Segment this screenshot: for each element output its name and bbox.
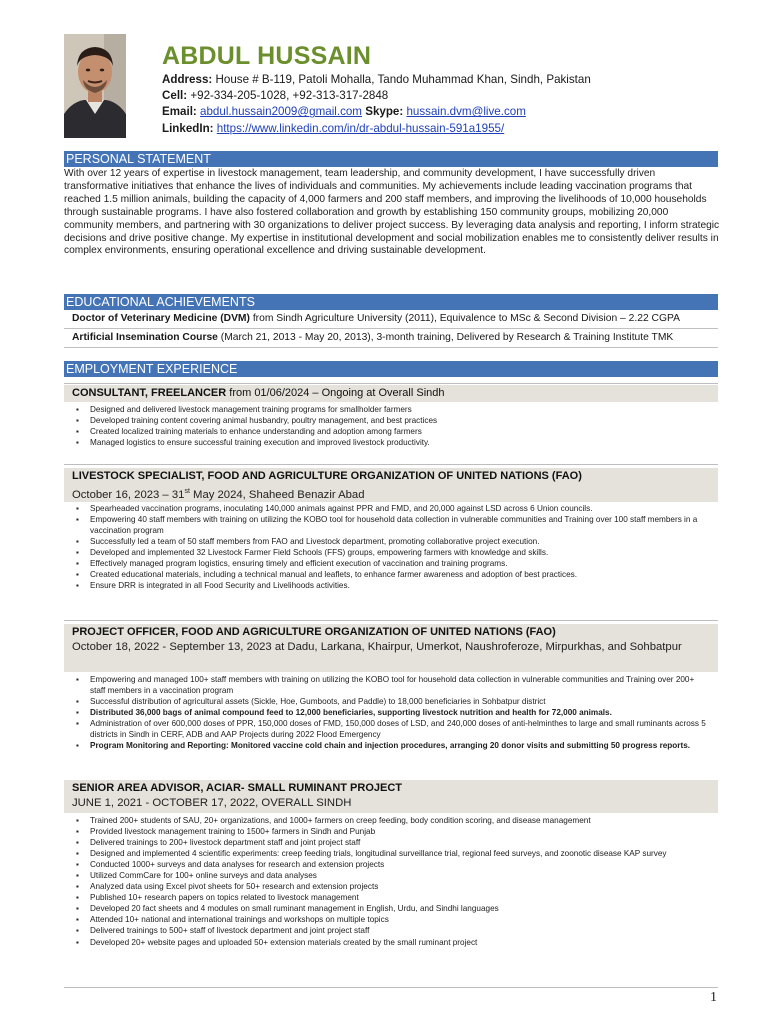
job-bullet: ▪ Developed 20 fact sheets and 4 modules on small ruminant management in English, Urdu, and Sindhi languages	[74, 903, 706, 914]
job-header	[64, 468, 718, 502]
job-role: CONSULTANT, FREELANCER	[72, 387, 227, 399]
cell-value: +92-334-205-1028, +92-313-317-2848	[190, 89, 389, 103]
email-line	[162, 104, 591, 120]
profile-photo-image	[64, 34, 126, 138]
job-dates: from 01/06/2024 – Ongoing at Overall Sindh	[226, 387, 445, 399]
job-bullet: ▪ Successfully led a team of 50 staff members from FAO and Livestock department, promoting collaborative project execution.	[74, 536, 706, 547]
linkedin-link[interactable]: https://www.linkedin.com/in/dr-abdul-hussain-591a1955/	[216, 121, 505, 135]
job-bullet: ▪ Empowering and managed 100+ staff members with training on utilizing the KOBO tool for household data collection in vulnerable communities and Training over 200+ staff members in a vaccination program	[74, 674, 706, 696]
job-dates-sup: st	[184, 488, 190, 495]
job-dates	[72, 484, 718, 503]
education-degree: Doctor of Veterinary Medicine (DVM)	[72, 313, 250, 324]
page-number: 1	[710, 990, 717, 1005]
job-header	[64, 385, 718, 402]
job-dates: JUNE 1, 2021 - OCTOBER 17, 2022, OVERALL SINDH	[72, 797, 352, 809]
job-bullets	[74, 674, 706, 751]
education-row	[64, 312, 718, 329]
linkedin-label: LinkedIn:	[162, 121, 214, 135]
skype-label: Skype:	[365, 105, 404, 119]
education-details: (March 21, 2013 - May 20, 2013), 3-month training, Delivered by Research & Training Institute TMK	[217, 332, 674, 343]
job-bullet: ▪ Created educational materials, including a technical manual and leaflets, to enhance farmer awareness and adoption of best practices.	[74, 569, 706, 580]
email-label: Email:	[162, 105, 197, 119]
linkedin-line	[162, 121, 591, 137]
job-bullet: ▪ Utilized CommCare for 100+ online surveys and data analyses	[74, 870, 706, 881]
personal-statement-text: With over 12 years of expertise in livestock management, team leadership, and community development, I have successfully driven transformative initiatives that enhance the lives of individuals and communities. My achievements include leading vaccination programs that reached 1.5 million animals, building the capacity of 4,000 farmers and 200 staff members, and improving the livelihoods of 10,000 households through sustainable programs. I have also fostered collaboration and growth by establishing 150 community groups, mobilizing 20,000 community members, and partnering with 30 organizations to deliver project success. By leveraging data analysis and reporting, I inform strategic decisions and drive positive change. My expertise in institutional development and social mobilization enables me to consistently deliver results in complex environments, ensuring operational excellence and driving sustainable development.	[64, 168, 720, 257]
job-bullets	[74, 503, 706, 591]
job-bullet: ▪ Administration of over 600,000 doses of PPR, 150,000 doses of FMD, 150,000 doses of LSD, and 240,000 doses of anti-helminthes to large and small ruminants across 5 districts in Sindh in CERF, ADB and AAP Projects during 2022 Flood Emergency	[74, 718, 706, 740]
job-bullets	[74, 404, 706, 448]
job-bullet: ▪ Conducted 1000+ surveys and data analyses for research and extension projects	[74, 859, 706, 870]
job-bullet: ▪ Effectively managed program logistics, ensuring timely and efficient execution of vaccination and training programs.	[74, 558, 706, 569]
job-title: LIVESTOCK SPECIALIST, FOOD AND AGRICULTURE ORGANIZATION OF UNITED NATIONS (FAO)	[72, 470, 582, 482]
divider	[64, 620, 718, 621]
email-link[interactable]: abdul.hussain2009@gmail.com	[200, 105, 362, 119]
job-header	[64, 780, 718, 813]
personal-statement-heading: PERSONAL STATEMENT	[64, 151, 718, 167]
job-bullet: ▪ Designed and delivered livestock management training programs for smallholder farmers	[74, 404, 706, 415]
job-bullet: ▪ Successful distribution of agricultural assets (Sickle, Hoe, Gumboots, and Paddle) to 18,000 beneficiaries in Sohbatpur district	[74, 696, 706, 707]
profile-photo	[64, 34, 126, 138]
candidate-name: ABDUL HUSSAIN	[162, 42, 372, 70]
job-bullet: ▪ Attended 10+ national and international trainings and workshops on multiple topics	[74, 914, 706, 925]
divider	[64, 383, 718, 384]
job-bullet: ▪ Delivered trainings to 500+ staff of livestock department and joint project staff	[74, 925, 706, 936]
job-bullet: ▪ Developed and implemented 32 Livestock Farmer Field Schools (FFS) groups, empowering farmers with knowledge and skills.	[74, 547, 706, 558]
job-bullet: ▪ Empowering 40 staff members with training on utilizing the KOBO tool for household data collection in vulnerable communities and Training over 100 staff members in a vaccination program	[74, 514, 706, 536]
education-degree: Artificial Insemination Course	[72, 332, 218, 343]
education-details: from Sindh Agriculture University (2011), Equivalence to MSc & Second Division – 2.22 CGPA	[249, 313, 680, 324]
job-dates: October 18, 2022 - September 13, 2023 at Dadu, Larkana, Khairpur, Umerkot, Naushroferoze, Mirpurkhas, and Sohbatpur	[72, 641, 682, 653]
job-bullet: ▪ Developed training content covering animal husbandry, poultry management, and best practices	[74, 415, 706, 426]
address-value: House # B-119, Patoli Mohalla, Tando Muhammad Khan, Sindh, Pakistan	[215, 73, 591, 86]
job-bullet: ▪ Spearheaded vaccination programs, inoculating 140,000 animals against PPR and FMD, and 20,000 against LSD across 6 Union councils.	[74, 503, 706, 514]
address-label: Address:	[162, 73, 213, 86]
job-bullet: ▪ Created localized training materials to enhance understanding and adoption among farmers	[74, 426, 706, 437]
job-title: SENIOR AREA ADVISOR, ACIAR- SMALL RUMINANT PROJECT	[72, 782, 403, 794]
contact-block	[162, 42, 591, 137]
job-dates-end: May 2024, Shaheed Benazir Abad	[189, 488, 365, 501]
job-bullet: ▪ Developed 20+ website pages and uploaded 50+ extension materials created by the small ruminant project	[74, 937, 706, 948]
job-dates-start: October 16, 2023 – 31	[72, 488, 185, 501]
divider	[64, 987, 718, 988]
job-bullet: ▪ Ensure DRR is integrated in all Food Security and Livelihoods activities.	[74, 580, 706, 591]
job-title	[72, 385, 718, 401]
cell-line	[162, 88, 591, 104]
job-bullets	[74, 815, 706, 948]
job-bullet: ▪ Designed and implemented 4 scientific experiments: creep feeding trials, longitudinal surveillance trial, regional feed surveys, and zoonotic disease KAP survey	[74, 848, 706, 859]
employment-heading: EMPLOYMENT EXPERIENCE	[64, 361, 718, 377]
job-bullet: ▪ Managed logistics to ensure successful training execution and improved livestock productivity.	[74, 437, 706, 448]
job-bullet: ▪ Distributed 36,000 bags of animal compound feed to 12,000 beneficiaries, supporting livestock nutrition and health for 72,000 animals.	[74, 707, 706, 718]
job-bullet: ▪ Provided livestock management training to 1500+ farmers in Sindh and Punjab	[74, 826, 706, 837]
cell-label: Cell:	[162, 89, 188, 103]
job-bullet: ▪ Trained 200+ students of SAU, 20+ organizations, and 1000+ farmers on creep feeding, body condition scoring, and disease management	[74, 815, 706, 826]
resume-header	[64, 34, 714, 140]
education-row	[64, 331, 718, 348]
job-header	[64, 624, 718, 672]
job-title: PROJECT OFFICER, FOOD AND AGRICULTURE ORGANIZATION OF UNITED NATIONS (FAO)	[72, 626, 556, 638]
job-bullet: ▪ Delivered trainings to 200+ livestock department staff and joint project staff	[74, 837, 706, 848]
divider	[64, 464, 718, 465]
address-line	[162, 72, 591, 88]
skype-link[interactable]: hussain.dvm@live.com	[406, 105, 526, 119]
job-bullet: ▪ Program Monitoring and Reporting: Monitored vaccine cold chain and injection procedures, arranging 20 donor visits and submitting 50 progress reports.	[74, 740, 706, 751]
education-heading: EDUCATIONAL ACHIEVEMENTS	[64, 294, 718, 310]
job-bullet: ▪ Analyzed data using Excel pivot sheets for 50+ research and extension projects	[74, 881, 706, 892]
job-bullet: ▪ Published 10+ research papers on topics related to livestock management	[74, 892, 706, 903]
